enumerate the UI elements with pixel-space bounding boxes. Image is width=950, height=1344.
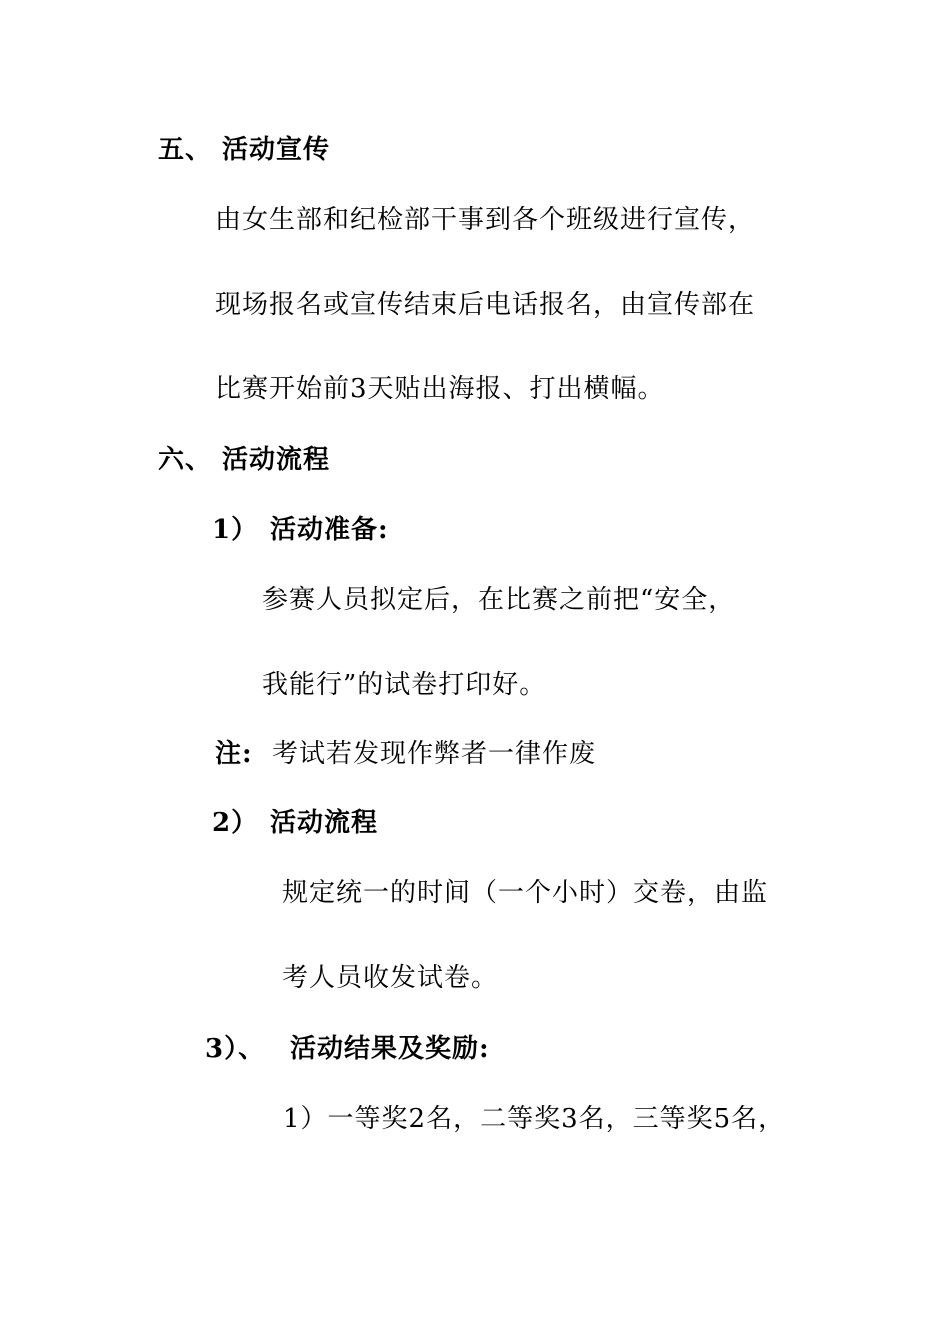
step-1-number: 1） — [212, 515, 259, 545]
section-5-paragraph-line-1: 由女生部和纪检部干事到各个班级进行宣传， — [215, 205, 756, 235]
step-3-paragraph-line-1: 1）一等奖2名，二等奖3名，三等奖5名， — [283, 1104, 786, 1134]
step-2-paragraph-line-1: 规定统一的时间（一个小时）交卷，由监 — [282, 878, 769, 908]
note-label: 注: — [215, 739, 253, 769]
section-6-heading: 六、 活动流程 — [158, 445, 331, 475]
step-3-title: 活动结果及奖励: — [290, 1034, 490, 1064]
step-3-number: 3）、 — [205, 1034, 266, 1064]
note-text: 考试若发现作弊者一律作废 — [272, 739, 597, 769]
step-1-paragraph-line-1: 参赛人员拟定后，在比赛之前把“安全， — [262, 585, 736, 615]
step-1-paragraph-line-2: 我能行”的试卷打印好。 — [262, 670, 547, 700]
section-5-heading: 五、 活动宣传 — [158, 135, 331, 165]
step-2-title: 活动流程 — [270, 808, 379, 838]
section-5-paragraph-line-2: 现场报名或宣传结束后电话报名，由宣传部在 — [215, 290, 756, 320]
step-2-number: 2） — [212, 808, 259, 838]
section-5-paragraph-line-3: 比赛开始前3天贴出海报、打出横幅。 — [215, 374, 665, 404]
step-1-title: 活动准备: — [270, 515, 389, 545]
step-2-paragraph-line-2: 考人员收发试卷。 — [282, 963, 499, 993]
